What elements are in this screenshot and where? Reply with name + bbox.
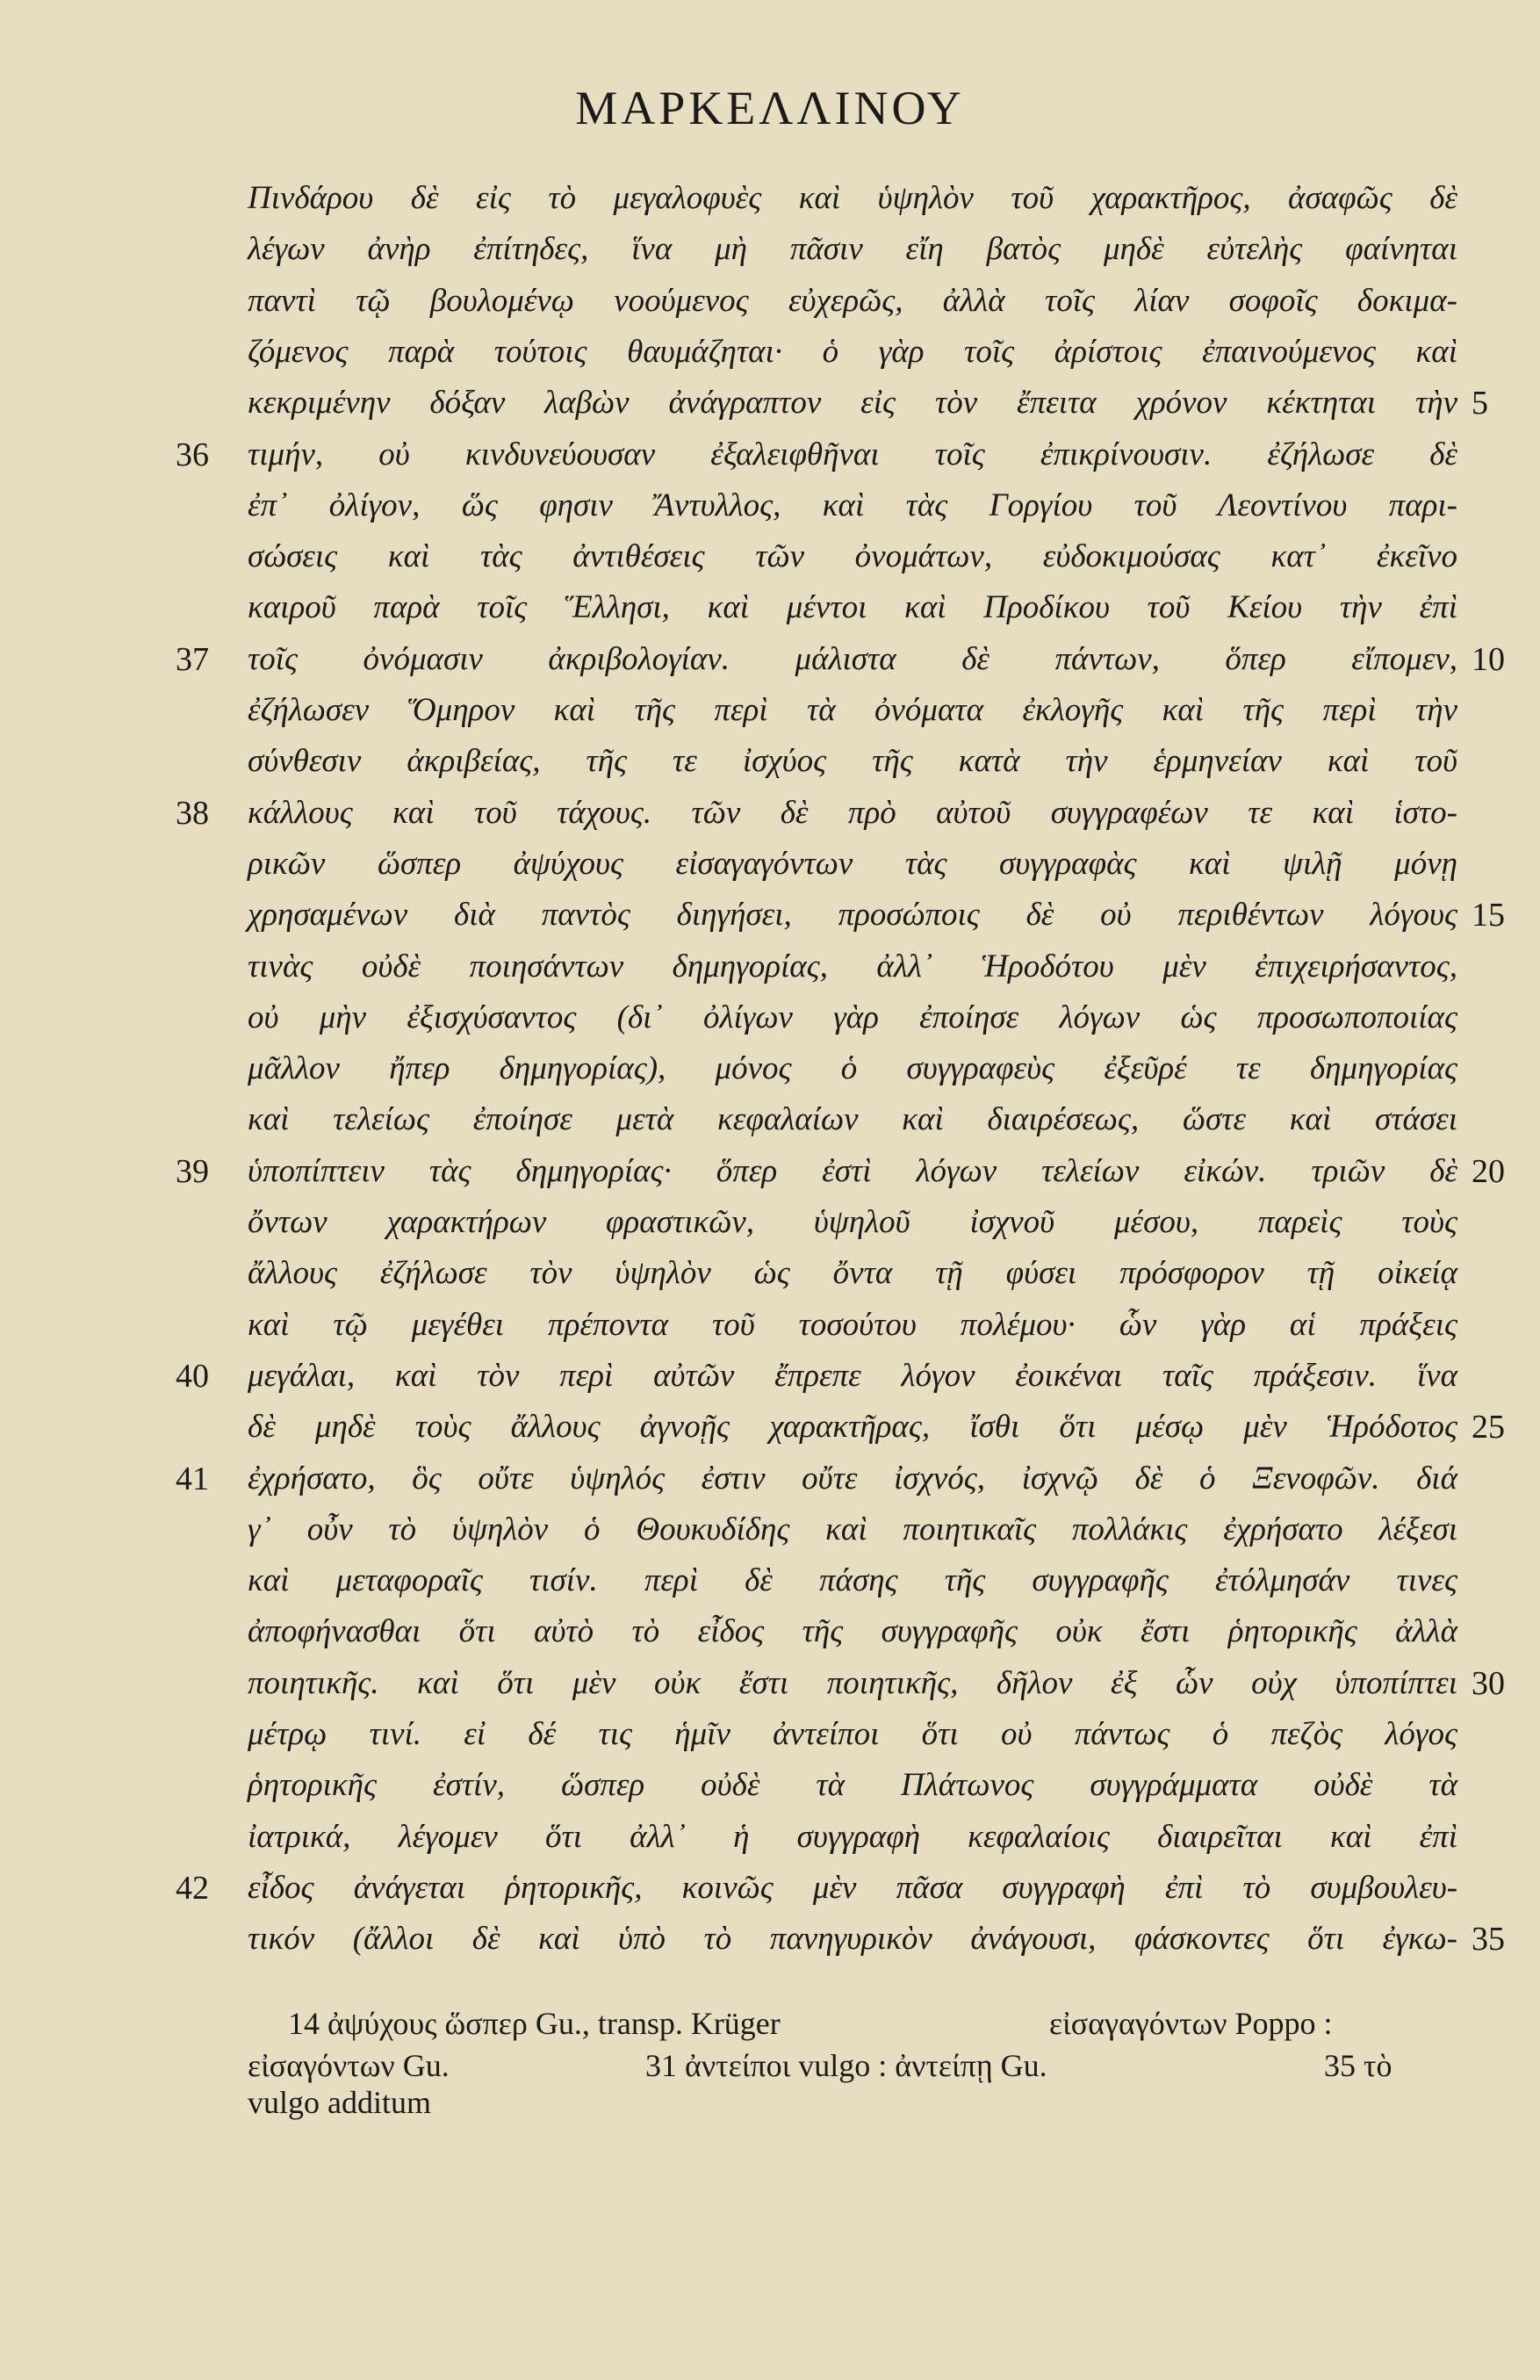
text-line-content: ἐπ᾽ ὀλίγον, ὥς φησιν Ἄντυλλος, καὶ τὰς Γοργίου τοῦ Λεοντίνου παρι-: [248, 487, 1457, 523]
footnote-14: 14 ἀψύχους ὥσπερ Gu., transp. Krüger: [288, 2006, 781, 2041]
text-line-content: ἐχρήσατο, ὃς οὔτε ὑψηλός ἐστιν οὔτε ἰσχνός, ἰσχνῷ δὲ ὁ Ξενοφῶν. διά: [248, 1460, 1457, 1497]
running-head-title: ΜΑΡΚΕΛΛΙΝΟΥ: [575, 82, 965, 134]
text-line: [248, 1505, 1457, 1554]
text-line-content: ὄντων χαρακτήρων φραστικῶν, ὑψηλοῦ ἰσχνοῦ μέσου, παρεὶς τοὺς: [248, 1204, 1457, 1240]
text-line-content: ῥητορικῆς ἐστίν, ὥσπερ οὐδὲ τὰ Πλάτωνος συγγράμματα οὐδὲ τὰ: [248, 1767, 1457, 1804]
text-line-content: κεκριμένην δόξαν λαβὼν ἀνάγραπτον εἰς τὸν ἔπειτα χρόνον κέκτηται τὴν: [248, 385, 1457, 422]
text-line-content: μεγάλαι, καὶ τὸν περὶ αὐτῶν ἔπρεπε λόγον ἐοικέναι ταῖς πράξεσιν. ἵνα: [248, 1357, 1457, 1394]
text-line: [248, 942, 1457, 992]
text-line: [248, 1454, 1457, 1504]
text-line: [248, 1249, 1457, 1298]
text-line: [248, 430, 1457, 480]
section-number: 38: [176, 794, 209, 832]
text-line-content: ἄλλους ἐζήλωσε τὸν ὑψηλὸν ὡς ὄντα τῇ φύσει πρόσφορον τῇ οἰκείᾳ: [248, 1255, 1457, 1292]
text-line: [248, 1403, 1457, 1452]
text-line-content: τιμήν, οὐ κινδυνεύουσαν ἐξαλειφθῆναι τοῖς ἐπικρίνουσιν. ἐζήλωσε δὲ: [248, 436, 1457, 472]
footnote-14-poppo: εἰσαγαγόντων Poppo :: [1049, 2006, 1333, 2041]
line-number: 20: [1472, 1152, 1505, 1190]
text-line: [248, 993, 1457, 1042]
text-line: [248, 840, 1457, 889]
text-line-content: ζόμενος παρὰ τούτοις θαυμάζηται· ὁ γὰρ τοῖς ἀρίστοις ἐπαινούμενος καὶ: [248, 333, 1457, 370]
line-number: 10: [1472, 640, 1505, 678]
text-line-content: τικόν (ἄλλοι δὲ καὶ ὑπὸ τὸ πανηγυρικὸν ἀνάγουσι, φάσκοντες ὅτι ἐγκω-: [248, 1921, 1457, 1958]
section-number: 40: [176, 1357, 209, 1395]
text-line-content: καιροῦ παρὰ τοῖς Ἕλλησι, καὶ μέντοι καὶ Προδίκου τοῦ Κείου τὴν ἐπὶ: [248, 589, 1457, 626]
text-line: [248, 174, 1457, 223]
text-line-content: ρικῶν ὥσπερ ἀψύχους εἰσαγαγόντων τὰς συγγραφὰς καὶ ψιλῇ μόνῃ: [248, 845, 1457, 882]
text-line: [248, 379, 1457, 428]
section-number: 41: [176, 1460, 209, 1497]
text-line-content: καὶ τῷ μεγέθει πρέποντα τοῦ τοσούτου πολέμου· ὧν γὰρ αἱ πράξεις: [248, 1306, 1457, 1343]
text-line-content: καὶ μεταφοραῖς τισίν. περὶ δὲ πάσης τῆς συγγραφῆς ἐτόλμησάν τινες: [248, 1562, 1457, 1599]
text-line-content: Πινδάρου δὲ εἰς τὸ μεγαλοφυὲς καὶ ὑψηλὸν τοῦ χαρακτῆρος, ἀσαφῶς δὲ: [248, 180, 1457, 216]
text-line-content: ποιητικῆς. καὶ ὅτι μὲν οὐκ ἔστι ποιητικῆς, δῆλον ἐξ ὧν οὐχ ὑποπίπτει: [248, 1664, 1457, 1701]
text-line: [248, 1915, 1457, 1964]
text-line: [248, 225, 1457, 274]
text-line-content: ὑποπίπτειν τὰς δημηγορίας· ὅπερ ἐστὶ λόγων τελείων εἰκών. τριῶν δὲ: [248, 1152, 1457, 1189]
text-line-content: κάλλους καὶ τοῦ τάχους. τῶν δὲ πρὸ αὐτοῦ συγγραφέων τε καὶ ἱστο-: [248, 794, 1457, 831]
line-number: 35: [1472, 1921, 1505, 1958]
text-line: [248, 1198, 1457, 1247]
text-line: [248, 1301, 1457, 1350]
text-line-content: εἶδος ἀνάγεται ῥητορικῆς, κοινῶς μὲν πᾶσα συγγραφὴ ἐπὶ τὸ συμβουλευ-: [248, 1869, 1457, 1906]
text-line: [248, 1556, 1457, 1605]
line-number: 5: [1472, 385, 1488, 422]
text-line-content: μέτρῳ τινί. εἰ δέ τις ἡμῖν ἀντείποι ὅτι οὐ πάντως ὁ πεζὸς λόγος: [248, 1716, 1457, 1752]
text-line-content: μᾶλλον ἤπερ δημηγορίας), μόνος ὁ συγγραφεὺς ἐξεῦρέ τε δημηγορίας: [248, 1050, 1457, 1087]
text-line: [248, 737, 1457, 786]
text-line-content: λέγων ἀνὴρ ἐπίτηδες, ἵνα μὴ πᾶσιν εἴη βατὸς μηδὲ εὐτελὴς φαίνηται: [248, 231, 1457, 268]
line-number: 30: [1472, 1664, 1505, 1702]
text-line: [248, 1813, 1457, 1862]
text-line-content: τοῖς ὀνόμασιν ἀκριβολογίαν. μάλιστα δὲ πάντων, ὅπερ εἴπομεν,: [248, 640, 1457, 677]
text-line: [248, 1607, 1457, 1656]
text-line: [248, 1659, 1457, 1708]
text-line-content: παντὶ τῷ βουλομένῳ νοούμενος εὐχερῶς, ἀλλὰ τοῖς λίαν σοφοῖς δοκιμα-: [248, 282, 1457, 319]
text-line-content: σύνθεσιν ἀκριβείας, τῆς τε ἰσχύος τῆς κατὰ τὴν ἑρμηνείαν καὶ τοῦ: [248, 743, 1457, 780]
line-number: 15: [1472, 897, 1505, 934]
text-line: [248, 1761, 1457, 1810]
text-line: [248, 1710, 1457, 1759]
text-line-content: τινὰς οὐδὲ ποιησάντων δημηγορίας, ἀλλ᾽ Ἡροδότου μὲν ἐπιχειρήσαντος,: [248, 948, 1457, 984]
footnote-35: 35 τὸ: [1324, 2048, 1392, 2083]
text-line-content: ἐζήλωσεν Ὅμηρον καὶ τῆς περὶ τὰ ὀνόματα ἐκλογῆς καὶ τῆς περὶ τὴν: [248, 692, 1457, 728]
section-number: 36: [176, 436, 209, 473]
text-line: [248, 277, 1457, 326]
section-number: 37: [176, 640, 209, 678]
text-line-content: γ᾽ οὖν τὸ ὑψηλὸν ὁ Θουκυδίδης καὶ ποιητικαῖς πολλάκις ἐχρήσατο λέξεσι: [248, 1511, 1457, 1547]
text-line: [248, 686, 1457, 735]
text-line-content: σώσεις καὶ τὰς ἀντιθέσεις τῶν ὀνομάτων, εὐδοκιμούσας κατ᾽ ἐκεῖνο: [248, 538, 1457, 575]
text-line: [248, 583, 1457, 632]
section-number: 42: [176, 1869, 209, 1907]
text-line-content: καὶ τελείως ἐποίησε μετὰ κεφαλαίων καὶ διαιρέσεως, ὥστε καὶ στάσει: [248, 1101, 1457, 1138]
text-line-content: ἀποφήνασθαι ὅτι αὐτὸ τὸ εἶδος τῆς συγγραφῆς οὐκ ἔστι ῥητορικῆς ἀλλὰ: [248, 1613, 1457, 1650]
text-line: [248, 532, 1457, 581]
text-line-content: οὐ μὴν ἐξισχύσαντος (δι᾽ ὀλίγων γὰρ ἐποίησε λόγων ὡς προσωποποιίας: [248, 999, 1457, 1035]
section-number: 39: [176, 1152, 209, 1190]
text-line: [248, 789, 1457, 838]
footnote-35-cont: vulgo additum: [248, 2085, 431, 2120]
text-line: [248, 328, 1457, 377]
text-line: [248, 1044, 1457, 1093]
line-number: 25: [1472, 1409, 1505, 1446]
text-line: [248, 635, 1457, 684]
text-line: [248, 891, 1457, 940]
text-line-content: δὲ μηδὲ τοὺς ἄλλους ἀγνοῇς χαρακτῆρας, ἴσθι ὅτι μέσῳ μὲν Ἡρόδοτος: [248, 1409, 1457, 1446]
text-line: [248, 1864, 1457, 1913]
footnote-31: 31 ἀντείποι vulgo : ἀντείπῃ Gu.: [645, 2048, 1047, 2083]
text-line: [248, 481, 1457, 530]
footnote-14-gu: εἰσαγόντων Gu.: [248, 2048, 450, 2083]
text-line-content: ἰατρικά, λέγομεν ὅτι ἀλλ᾽ ἡ συγγραφὴ κεφαλαίοις διαιρεῖται καὶ ἐπὶ: [248, 1818, 1457, 1855]
text-line: [248, 1147, 1457, 1196]
text-line: [248, 1352, 1457, 1401]
text-line: [248, 1095, 1457, 1144]
text-line-content: χρησαμένων διὰ παντὸς διηγήσει, προσώποις δὲ οὐ περιθέντων λόγους: [248, 897, 1457, 934]
